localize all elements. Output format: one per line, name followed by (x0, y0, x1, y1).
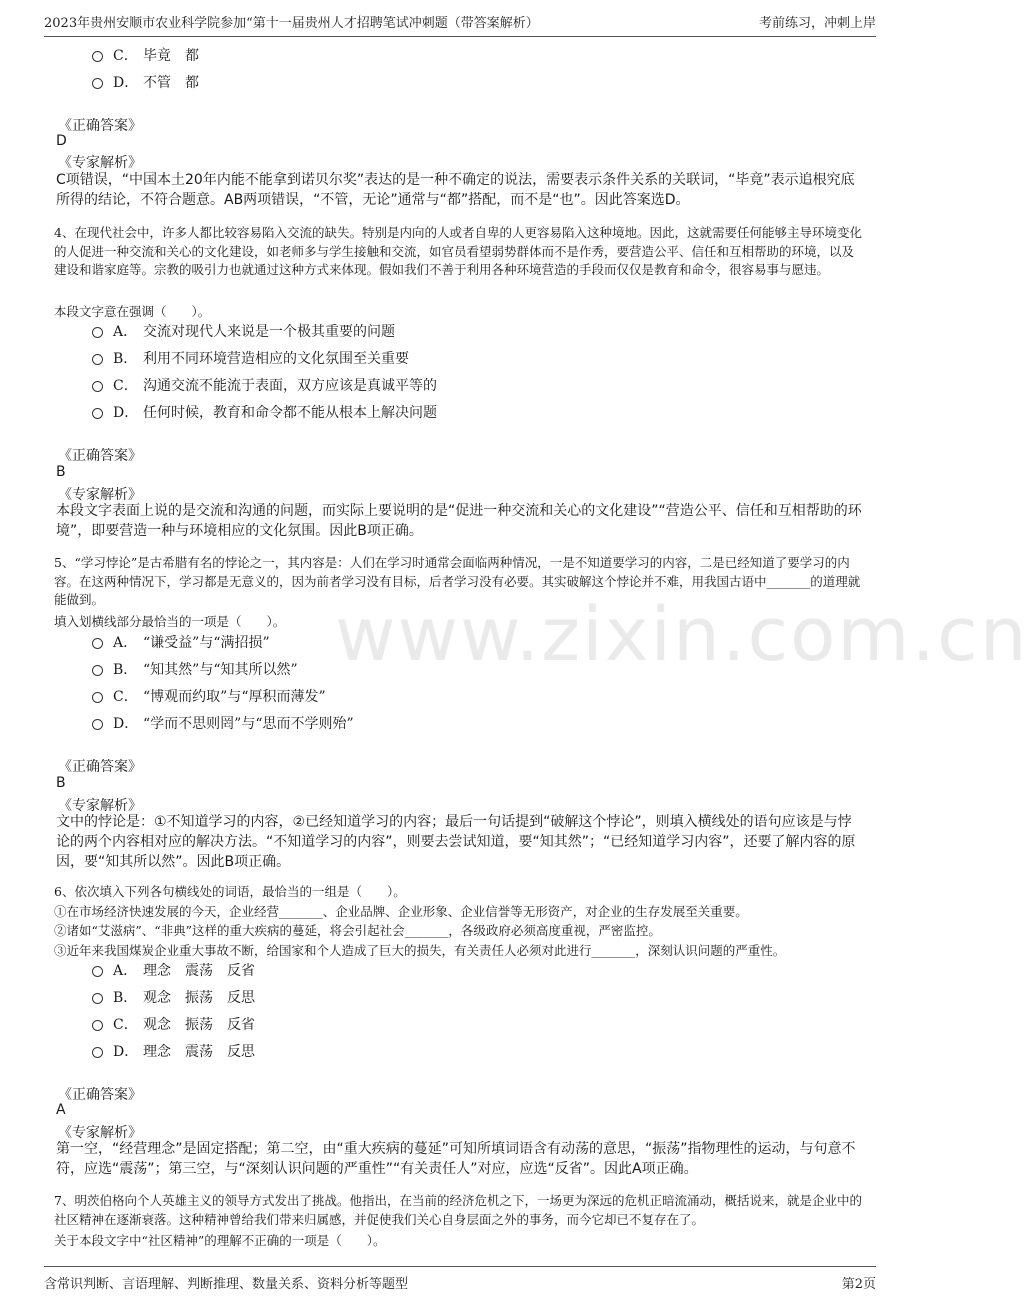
watermark: www.zixin.com.cn (335, 592, 1029, 678)
q3-option-c[interactable]: C． 毕竟 都 (92, 45, 199, 67)
radio-icon[interactable] (92, 1020, 103, 1031)
q7-stem: 关于本段文字中“社区精神”的理解不正确的一项是（ ）。 (54, 1233, 386, 1248)
answer-label: 《正确答案》 (58, 1087, 142, 1103)
q6-answer: A (56, 1102, 66, 1118)
q4-passage: 4、在现代社会中，许多人都比较容易陷入交流的缺失。特别是内向的人或者自卑的人更容易陷入这种境地。因此，这就需要任何能够主导环境变化的人促进一种交流和关心的文化建设，如老师多与学生接触和交流，如官员看望弱势群体而不是作秀，要营造公平、信任和互相帮助的环境，以及建设和谐家庭等。宗教的吸引力也就通过这种方式来体现。假如我们不善于利用各种环境营造的手段而仅仅是教育和命令，很容易事与愿违。 (54, 225, 862, 277)
radio-icon[interactable] (92, 354, 103, 365)
q6-option-b[interactable]: B． 观念 振荡 反思 (92, 987, 255, 1009)
radio-icon[interactable] (92, 692, 103, 703)
q5-option-a[interactable]: A． “谦受益”与“满招损” (92, 632, 270, 654)
q6-sentence-3: ③近年来我国煤炭企业重大事故不断，给国家和个人造成了巨大的损失，有关责任人必须对此进行_______，深刻认识问题的严重性。 (54, 943, 786, 958)
analysis-label: 《专家解析》 (58, 798, 142, 814)
analysis-label: 《专家解析》 (58, 155, 142, 171)
q6-sentence-1: ①在市场经济快速发展的今天，企业经营_______、企业品牌、企业形象、企业信誉等无形资产，对企业的生存发展至关重要。 (54, 904, 748, 919)
q4-analysis: 本段文字表面上说的是交流和沟通的问题，而实际上要说明的是“促进一种交流和关心的文化建设”“营造公平、信任和互相帮助的环境”，即要营造一种与环境相应的文化氛围。因此B项正确。 (56, 503, 862, 539)
q6-option-a[interactable]: A． 理念 震荡 反省 (92, 960, 255, 982)
q4-option-c[interactable]: C． 沟通交流不能流于表面，双方应该是真诚平等的 (92, 375, 437, 397)
q6-analysis: 第一空，“经营理念”是固定搭配；第二空，由“重大疾病的蔓延”可知所填词语含有动荡的意思，“振荡”指物理性的运动，与句意不符，应选“震荡”；第三空，与“深刻认识问题的严重性”“有关责任人”对应，应选“反省”。因此A项正确。 (56, 1141, 856, 1177)
footer-topics: 含常识判断、言语理解、判断推理、数量关系、资料分析等题型 (44, 1277, 409, 1292)
page-footer (44, 1266, 876, 1295)
q4-option-b[interactable]: B． 利用不同环境营造相应的文化氛围至关重要 (92, 348, 409, 370)
radio-icon[interactable] (92, 327, 103, 338)
answer-label: 《正确答案》 (58, 118, 142, 134)
q5-analysis: 文中的悖论是：①不知道学习的内容，②已经知道学习的内容；最后一句话提到“破解这个悖论”，则填入横线处的语句应该是与悖论的两个内容相对应的解决方法。“不知道学习的内容”，则要去尝试知道，要“知其然”；“已经知道学习内容”，还要了解内容的原因，要“知其所以然”。因此B项正确。 (56, 814, 856, 870)
q7-passage: 7、明茨伯格向个人英雄主义的领导方式发出了挑战。他指出，在当前的经济危机之下，一场更为深远的危机正暗流涌动，概括说来，就是企业中的社区精神在逐渐衰落。这种精神曾给我们带来归属感，并促使我们关心自身层面之外的事务，而今它却已不复存在了。 (54, 1193, 862, 1227)
q6-sentence-2: ②诸如“艾滋病”、“非典”这样的重大疾病的蔓延，将会引起社会_______，各级政府必须高度重视，严密监控。 (54, 923, 661, 938)
radio-icon[interactable] (92, 78, 103, 89)
q5-option-b[interactable]: B． “知其然”与“知其所以然” (92, 659, 298, 681)
radio-icon[interactable] (92, 638, 103, 649)
q3-option-d[interactable]: D． 不管 都 (92, 72, 199, 94)
q4-stem: 本段文字意在强调（ ）。 (54, 304, 211, 319)
radio-icon[interactable] (92, 993, 103, 1004)
answer-label: 《正确答案》 (58, 448, 142, 464)
header-slogan: 考前练习，冲刺上岸 (758, 16, 876, 31)
q6-stem: 6、依次填入下列各句横线处的词语，最恰当的一组是（ ）。 (54, 884, 406, 899)
q4-option-a[interactable]: A． 交流对现代人来说是一个极其重要的问题 (92, 321, 395, 343)
q3-analysis: C项错误，“中国本土20年内能不能拿到诺贝尔奖”表达的是一种不确定的说法，需要表示条件关系的关联词，“毕竟”表示追根究底所得的结论，不符合题意。AB两项错误，“不管，无论”通常与“都”搭配，而不是“也”。因此答案选D。 (56, 172, 855, 208)
radio-icon[interactable] (92, 381, 103, 392)
radio-icon[interactable] (92, 408, 103, 419)
q5-option-d[interactable]: D． “学而不思则罔”与“思而不学则殆” (92, 713, 354, 735)
page-header (44, 10, 876, 37)
q5-answer: B (56, 775, 66, 791)
radio-icon[interactable] (92, 665, 103, 676)
q4-option-d[interactable]: D． 任何时候，教育和命令都不能从根本上解决问题 (92, 402, 437, 424)
q5-stem: 填入划横线部分最恰当的一项是（ ）。 (54, 614, 286, 629)
analysis-label: 《专家解析》 (58, 1125, 142, 1141)
document-title: 2023年贵州安顺市农业科学院参加“第十一届贵州人才招聘笔试冲刺题（带答案解析） (44, 16, 539, 31)
answer-label: 《正确答案》 (58, 759, 142, 775)
radio-icon[interactable] (92, 1047, 103, 1058)
page-number: 第2页 (841, 1277, 876, 1292)
q4-answer: B (56, 464, 66, 480)
q5-option-c[interactable]: C． “博观而约取”与“厚积而薄发” (92, 686, 326, 708)
radio-icon[interactable] (92, 51, 103, 62)
q5-passage: 5、“学习悖论”是古希腊有名的悖论之一，其内容是：人们在学习时通常会面临两种情况，一是不知道要学习的内容，二是已经知道了要学习的内容。在这两种情况下，学习都是无意义的，因为前者学习没有目标，后者学习没有必要。其实破解这个悖论并不难，用我国古语中_______的道理就能做到。 (54, 555, 861, 607)
analysis-label: 《专家解析》 (58, 487, 142, 503)
q6-option-d[interactable]: D． 理念 震荡 反思 (92, 1041, 255, 1063)
radio-icon[interactable] (92, 966, 103, 977)
radio-icon[interactable] (92, 719, 103, 730)
q3-answer: D (56, 133, 67, 149)
q6-option-c[interactable]: C． 观念 振荡 反省 (92, 1014, 255, 1036)
